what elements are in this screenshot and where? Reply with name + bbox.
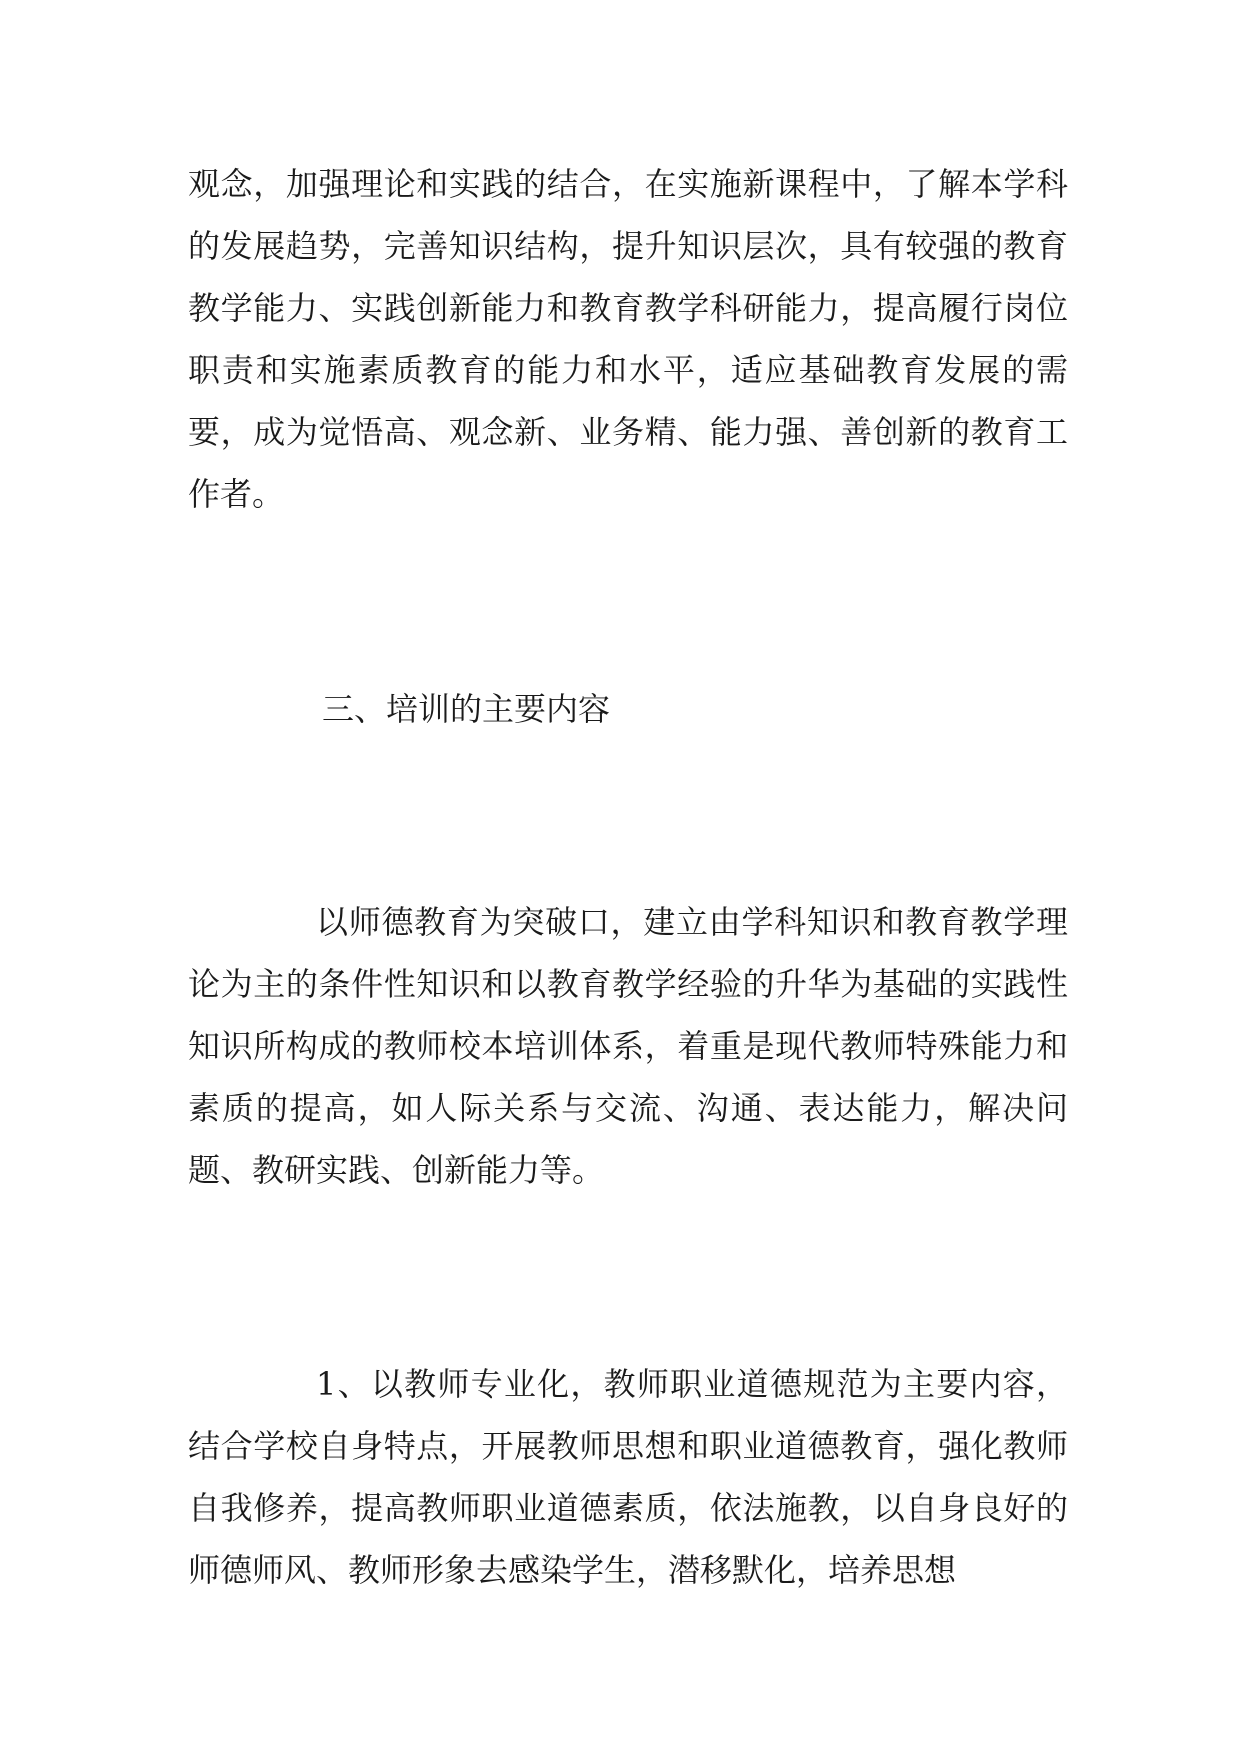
body-paragraph-1: 观念，加强理论和实践的结合，在实施新课程中，了解本学科的发展趋势，完善知识结构，提升知识层次，具有较强的教育教学能力、实践创新能力和教育教学科研能力，提高履行岗位职责和实施素质教育的能力和水平，适应基础教育发展的需要，成为觉悟高、观念新、业务精、能力强、善创新的教育工作者。 (188, 165, 1068, 513)
body-paragraph-3: 1、以教师专业化，教师职业道德规范为主要内容，结合学校自身特点，开展教师思想和职业道德教育，强化教师自我修养，提高教师职业道德素质，依法施教，以自身良好的师德师风、教师形象去感染学生，潜移默化，培养思想 (188, 1365, 1068, 1589)
section-heading: 三、培训的主要内容 (322, 690, 611, 728)
body-paragraph-2: 以师德教育为突破口，建立由学科知识和教育教学理论为主的条件性知识和以教育教学经验的升华为基础的实践性知识所构成的教师校本培训体系，着重是现代教师特殊能力和素质的提高，如人际关系与交流、沟通、表达能力，解决问题、教研实践、创新能力等。 (188, 903, 1068, 1189)
